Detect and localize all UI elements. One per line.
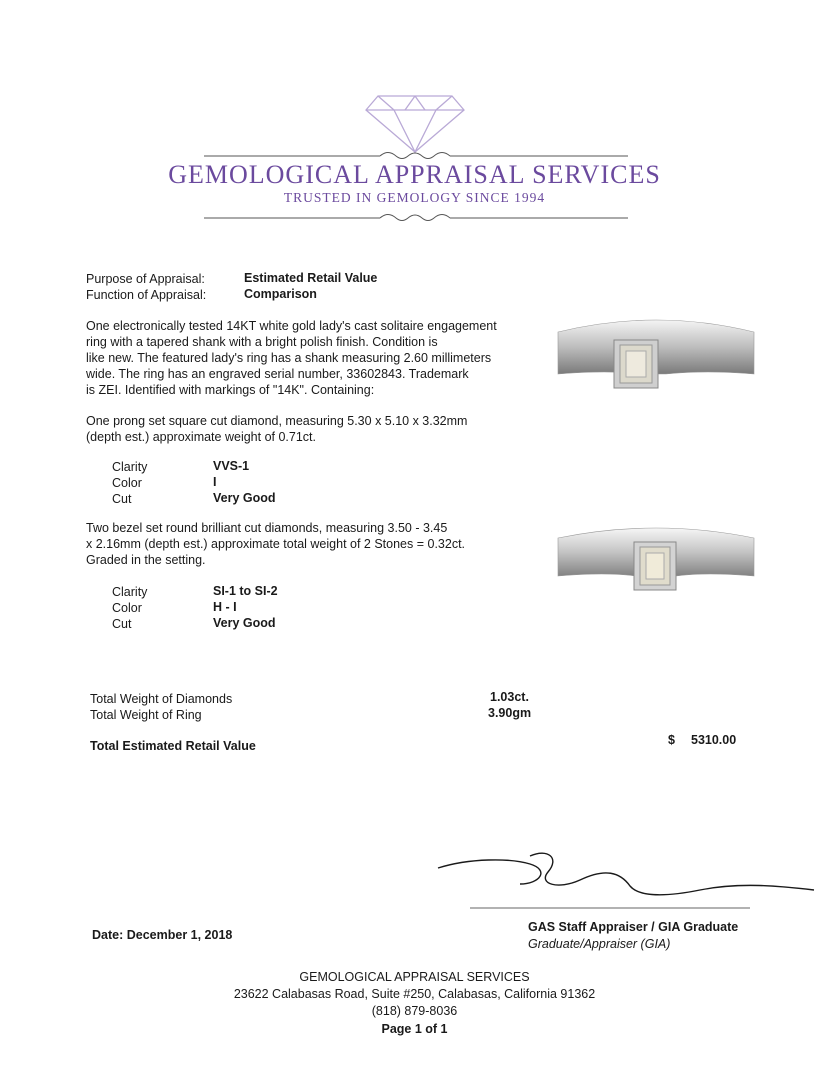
stone1-color-value: I bbox=[213, 475, 217, 489]
total-retail-label: Total Estimated Retail Value bbox=[90, 739, 256, 753]
total-ring-value: 3.90gm bbox=[488, 706, 532, 720]
function-value: Comparison bbox=[244, 287, 317, 301]
total-retail-value: 5310.00 bbox=[691, 733, 737, 747]
signer-title: GAS Staff Appraiser / GIA Graduate bbox=[528, 920, 739, 934]
stone1-description: One prong set square cut diamond, measuring 5.30 x 5.10 x 3.32mm (depth est.) approximate weight of 0.71ct. bbox=[86, 414, 468, 444]
total-retail-currency: $ bbox=[668, 733, 675, 747]
stone1-cut-label: Cut bbox=[112, 492, 132, 506]
footer-company: GEMOLOGICAL APPRAISAL SERVICES bbox=[299, 970, 530, 984]
stone2-cut-value: Very Good bbox=[213, 616, 276, 630]
brand-tagline: TRUSTED IN GEMOLOGY SINCE 1994 bbox=[283, 190, 546, 205]
stone2-color-value: H - I bbox=[213, 600, 237, 614]
stone2-cut-label: Cut bbox=[112, 617, 132, 631]
stone2-clarity-label: Clarity bbox=[112, 585, 148, 599]
purpose-label: Purpose of Appraisal: bbox=[86, 272, 205, 286]
stone2-color-label: Color bbox=[112, 601, 142, 615]
purpose-value: Estimated Retail Value bbox=[244, 271, 378, 285]
total-ring-label: Total Weight of Ring bbox=[90, 708, 202, 722]
stone2-clarity-value: SI-1 to SI-2 bbox=[213, 584, 278, 598]
stone1-color-label: Color bbox=[112, 476, 142, 490]
signature-icon bbox=[430, 850, 820, 920]
stone2-description: Two bezel set round brilliant cut diamonds, measuring 3.50 - 3.45 x 2.16mm (depth est.) approximate total weight of 2 Stones = 0.32ct. Graded in the setting. bbox=[86, 521, 466, 567]
stone1-clarity-value: VVS-1 bbox=[213, 459, 250, 473]
ring-description: One electronically tested 14KT white gold lady's cast solitaire engagement ring with a tapered shank with a bright polish finish. Condition is like new. The featured lady's ring has a shank measuring 2.60 millimeters wide. The ring has an engraved serial number, 33602843. Trademark is ZEI. Identified with markings of "14K". Containing: bbox=[86, 319, 497, 397]
total-diamonds-value: 1.03ct. bbox=[490, 690, 529, 704]
ring-photo-2 bbox=[556, 520, 756, 600]
page-number: Page 1 of 1 bbox=[381, 1022, 448, 1036]
appraisal-date: Date: December 1, 2018 bbox=[92, 928, 233, 942]
function-label: Function of Appraisal: bbox=[86, 288, 207, 302]
brand-title: GEMOLOGICAL APPRAISAL SERVICES bbox=[168, 160, 661, 189]
footer-phone: (818) 879-8036 bbox=[371, 1004, 458, 1018]
stone1-cut-value: Very Good bbox=[213, 491, 276, 505]
ring-photo-1 bbox=[556, 312, 756, 412]
footer-address: 23622 Calabasas Road, Suite #250, Calabasas, California 91362 bbox=[233, 987, 596, 1001]
total-diamonds-label: Total Weight of Diamonds bbox=[90, 692, 233, 706]
signer-subtitle: Graduate/Appraiser (GIA) bbox=[528, 937, 671, 951]
stone1-clarity-label: Clarity bbox=[112, 460, 148, 474]
